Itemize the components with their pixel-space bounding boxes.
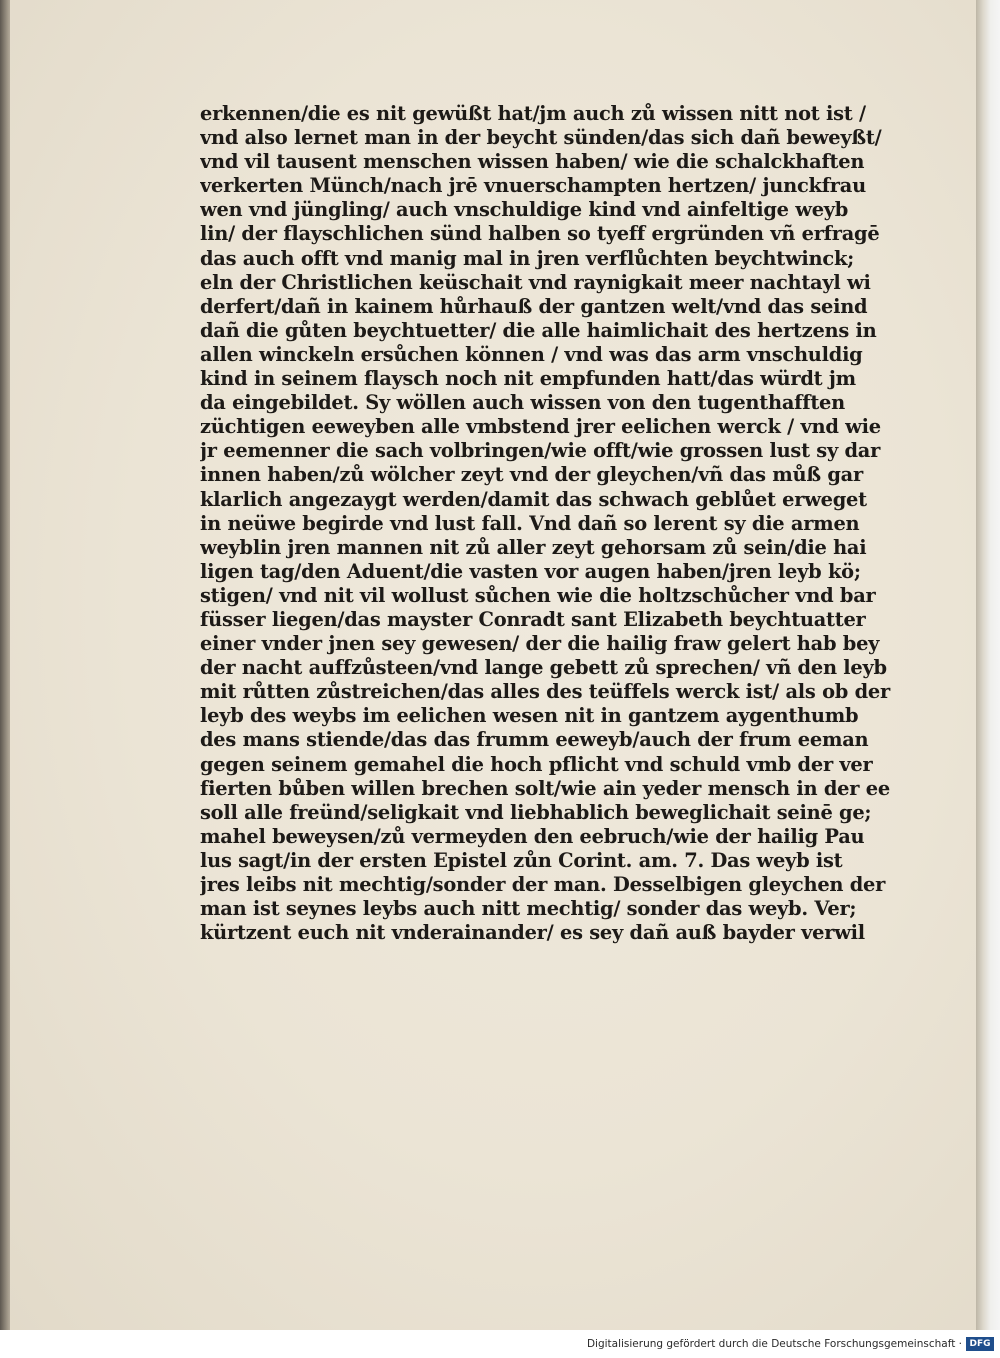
text-line: mahel beweysen/zů vermeyden den eebruch/wie der hailig Pau: [200, 824, 865, 848]
text-line: jres leibs nit mechtig/sonder der man. Desselbigen gleychen der: [200, 873, 886, 896]
text-line: innen haben/zů wölcher zeyt vnd der gleychen/vñ das můß gar: [200, 463, 863, 487]
text-line: klarlich angezaygt werden/damit das schwach geblůet erweget: [200, 487, 867, 511]
text-line: der nacht auffzůsteen/vnd lange gebett zů sprechen/ vñ den leyb: [200, 656, 887, 680]
text-line: weyblin jren mannen nit zů aller zeyt gehorsam zů sein/die hai: [200, 535, 867, 559]
text-line: dañ die gůten beychtuetter/ die alle haimlichait des hertzens in: [200, 318, 877, 342]
text-line: einer vnder jnen sey gewesen/ der die hailig fraw gelert hab bey: [200, 632, 880, 656]
text-line: jr eemenner die sach volbringen/wie offt/wie grossen lust sy dar: [200, 439, 881, 463]
text-line: verkerten Münch/nach jrē vnuerschampten hertzen/ junckfrau: [200, 174, 866, 198]
body-text: [200, 102, 912, 945]
funding-credit: Digitalisierung gefördert durch die Deutsche Forschungsgemeinschaft ·: [586, 1338, 962, 1350]
text-line: lus sagt/in der ersten Epistel zůn Corint. am. 7. Das weyb ist: [200, 848, 843, 872]
text-line: füsser liegen/das mayster Conradt sant Elizabeth beychtuatter: [200, 607, 866, 631]
text-line: eln der Christlichen keüschait vnd raynigkait meer nachtayl wi: [200, 270, 871, 294]
text-line: kind in seinem flaysch noch nit empfunden hatt/das würdt jm: [200, 367, 856, 391]
text-line: erkennen/die es nit gewüßt hat/jm auch zů wissen nitt not ist /: [200, 102, 866, 125]
dfg-logo: DFG: [966, 1337, 994, 1351]
text-line: kürtzent euch nit vnderainander/ es sey dañ auß bayder verwil: [200, 921, 865, 945]
text-line: leyb des weybs im eelichen wesen nit in gantzem aygenthumb: [200, 704, 859, 728]
text-line: ligen tag/den Aduent/die vasten vor augen haben/jren leyb kö;: [200, 559, 861, 583]
text-line: gegen seinem gemahel die hoch pflicht vnd schuld vmb der ver: [200, 752, 873, 776]
text-line: züchtigen eeweyben alle vmbstend jrer eelichen werck / vnd wie: [200, 415, 881, 439]
text-line: vnd vil tausent menschen wissen haben/ wie die schalckhaften: [200, 150, 865, 174]
text-line: wen vnd jüngling/ auch vnschuldige kind vnd ainfeltige weyb: [200, 198, 849, 222]
text-line: stigen/ vnd nit vil wollust sůchen wie die holtzschůcher vnd bar: [200, 583, 876, 607]
text-line: vnd also lernet man in der beycht sünden/das sich dañ beweyßt/: [200, 126, 882, 150]
text-line: das auch offt vnd manig mal in jren verflůchten beychtwinck;: [200, 246, 855, 270]
text-line: des mans stiende/das das frumm eeweyb/auch der frum eeman: [200, 728, 869, 752]
text-line: mit růtten zůstreichen/das alles des teüffels werck ist/ als ob der: [200, 680, 890, 704]
text-line: in neüwe begirde vnd lust fall. Vnd dañ so lerent sy die armen: [200, 511, 860, 535]
text-line: fierten bůben willen brechen solt/wie ain yeder mensch in der ee: [200, 776, 890, 800]
text-line: man ist seynes leybs auch nitt mechtig/ sonder das weyb. Ver;: [200, 897, 857, 921]
text-line: allen winckeln ersůchen können / vnd was das arm vnschuldig: [200, 342, 863, 366]
text-line: derfert/dañ in kainem hůrhauß der gantzen welt/vnd das seind: [200, 294, 868, 318]
text-line: soll alle freünd/seligkait vnd liebhablich beweglichait seinē ge;: [200, 800, 872, 824]
page-edge: [976, 0, 1000, 1330]
text-line: lin/ der flayschlichen sünd halben so tyeff ergründen vñ erfragē: [200, 222, 880, 246]
text-line: da eingebildet. Sy wöllen auch wissen von den tugenthafften: [200, 391, 845, 415]
